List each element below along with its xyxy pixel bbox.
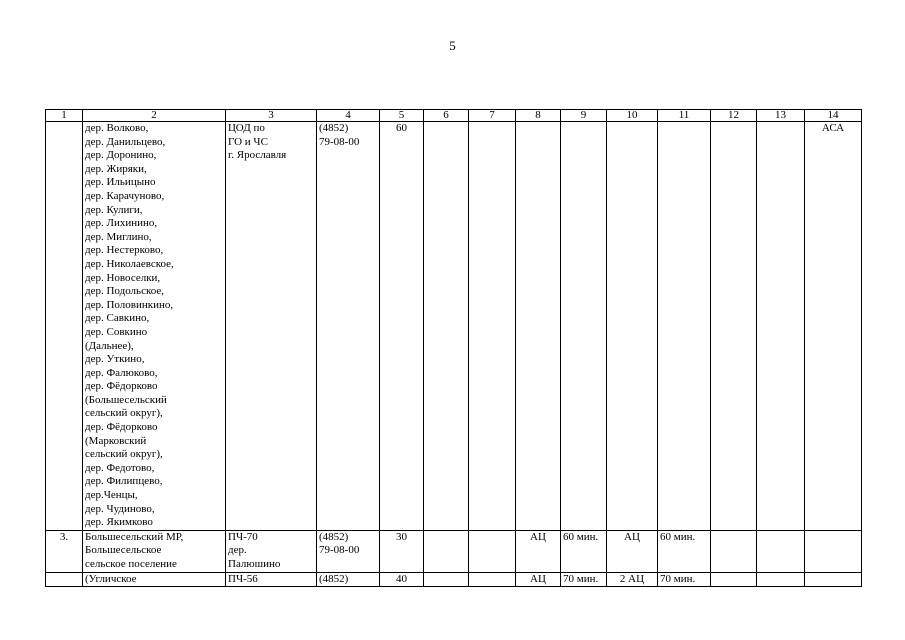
cell-line: ЦОД по xyxy=(228,122,265,134)
cell-line: г. Ярославля xyxy=(228,149,287,162)
cell-line: дер. Совкино xyxy=(85,325,148,338)
cell-line: дер. Доронино, xyxy=(85,149,157,162)
cell-col-4 xyxy=(317,122,380,531)
header-cell: 13 xyxy=(757,110,805,122)
cell-line: Большесельское xyxy=(85,544,162,557)
cell-col-13 xyxy=(757,530,805,572)
cell-line: дер. Новоселки, xyxy=(85,271,161,284)
cell-col-9: 70 мин. xyxy=(561,572,607,587)
document-table xyxy=(45,109,862,587)
cell-line: (Большесельский xyxy=(85,393,167,406)
cell-col-5: 30 xyxy=(380,530,424,572)
page-number: 5 xyxy=(449,38,456,53)
cell-line: сельский округ), xyxy=(85,448,163,461)
header-cell: 4 xyxy=(317,110,380,122)
cell-line: дер. Карачуново, xyxy=(85,189,165,202)
cell-col-11: 60 мин. xyxy=(658,530,711,572)
cell-col-11: 70 мин. xyxy=(658,572,711,587)
cell-line: дер. Данильцево, xyxy=(85,135,166,148)
header-cell: 1 xyxy=(46,110,83,122)
header-cell: 14 xyxy=(805,110,862,122)
header-cell: 5 xyxy=(380,110,424,122)
header-cell: 7 xyxy=(469,110,516,122)
cell-col-5: 60 xyxy=(380,122,424,531)
cell-line: дер. Миглино, xyxy=(85,230,152,243)
header-cell: 9 xyxy=(561,110,607,122)
cell-line: ГО и ЧС xyxy=(228,135,268,148)
cell-col-13 xyxy=(757,572,805,587)
cell-col-8: АЦ xyxy=(516,530,561,572)
cell-col-4 xyxy=(317,530,380,572)
cell-line: сельское поселение xyxy=(85,558,177,570)
cell-col-9: 60 мин. xyxy=(561,530,607,572)
cell-line: (Дальнее), xyxy=(85,339,134,352)
cell-col-7 xyxy=(469,122,516,531)
cell-col-4 xyxy=(317,572,380,587)
cell-line: дер. Уткино, xyxy=(85,353,145,366)
table-body xyxy=(46,122,862,587)
cell-line: Большесельский МР, xyxy=(85,530,184,543)
cell-line: ПЧ-70 xyxy=(228,530,258,543)
cell-line: дер. Фёдорково xyxy=(85,380,158,393)
cell-line: дер. Ильицыно xyxy=(85,176,156,189)
cell-col-12 xyxy=(711,572,757,587)
cell-col-1 xyxy=(46,572,83,587)
cell-col-11 xyxy=(658,122,711,531)
cell-line: сельский округ), xyxy=(85,407,163,420)
cell-line: дер. Подольское, xyxy=(85,285,164,298)
cell-col-14 xyxy=(805,572,862,587)
header-cell: 6 xyxy=(424,110,469,122)
cell-col-7 xyxy=(469,572,516,587)
cell-col-1 xyxy=(46,122,83,531)
cell-line: (4852) xyxy=(319,122,349,134)
cell-line: 79-08-00 xyxy=(319,135,360,148)
cell-line: дер. Фалюково, xyxy=(85,366,158,379)
cell-line: 79-08-00 xyxy=(319,544,360,557)
cell-col-14: АСА xyxy=(805,122,862,531)
cell-col-8: АЦ xyxy=(516,572,561,587)
cell-col-2 xyxy=(83,122,226,531)
cell-line: (4852) xyxy=(319,572,349,585)
cell-line: дер. Кулиги, xyxy=(85,203,143,216)
cell-col-6 xyxy=(424,572,469,587)
cell-col-14 xyxy=(805,530,862,572)
cell-line: (4852) xyxy=(319,530,349,543)
cell-col-12 xyxy=(711,122,757,531)
cell-line: дер. Волково, xyxy=(85,122,149,134)
header-cell: 11 xyxy=(658,110,711,122)
cell-line: дер. Филипцево, xyxy=(85,475,163,488)
cell-line: дер. Нестерково, xyxy=(85,244,164,257)
table-row xyxy=(46,530,862,572)
cell-line: дер. xyxy=(228,544,247,557)
header-cell: 8 xyxy=(516,110,561,122)
header-row xyxy=(46,110,862,122)
cell-line: дер. Половинкино, xyxy=(85,298,174,311)
cell-col-3 xyxy=(226,122,317,531)
cell-line: Палюшино xyxy=(228,558,281,570)
cell-line: ПЧ-56 xyxy=(228,572,258,585)
cell-line: дер. Николаевское, xyxy=(85,257,174,270)
cell-line: (Марковский xyxy=(85,434,147,447)
header-cell: 2 xyxy=(83,110,226,122)
header-cell: 12 xyxy=(711,110,757,122)
cell-col-7 xyxy=(469,530,516,572)
cell-line: дер. Федотово, xyxy=(85,461,155,474)
cell-line: дер. Лихинино, xyxy=(85,217,158,230)
cell-line: дер.Ченцы, xyxy=(85,489,138,502)
cell-col-3 xyxy=(226,530,317,572)
cell-col-3 xyxy=(226,572,317,587)
cell-col-2 xyxy=(83,530,226,572)
cell-col-6 xyxy=(424,530,469,572)
header-cell: 10 xyxy=(607,110,658,122)
cell-line: дер. Фёдорково xyxy=(85,421,158,434)
cell-line: (Угличское xyxy=(85,572,137,585)
cell-col-1: 3. xyxy=(46,530,83,572)
cell-col-9 xyxy=(561,122,607,531)
cell-col-6 xyxy=(424,122,469,531)
cell-col-8 xyxy=(516,122,561,531)
cell-col-2 xyxy=(83,572,226,587)
cell-col-13 xyxy=(757,122,805,531)
cell-col-10 xyxy=(607,122,658,531)
cell-col-5: 40 xyxy=(380,572,424,587)
cell-line: дер. Жиряки, xyxy=(85,162,147,175)
cell-line: дер. Якимково xyxy=(85,516,153,529)
cell-col-12 xyxy=(711,530,757,572)
header-cell: 3 xyxy=(226,110,317,122)
table-row xyxy=(46,122,862,531)
cell-line: дер. Савкино, xyxy=(85,312,150,325)
table-row xyxy=(46,572,862,587)
cell-col-10: 2 АЦ xyxy=(607,572,658,587)
cell-col-10: АЦ xyxy=(607,530,658,572)
cell-line: дер. Чудиново, xyxy=(85,502,155,515)
